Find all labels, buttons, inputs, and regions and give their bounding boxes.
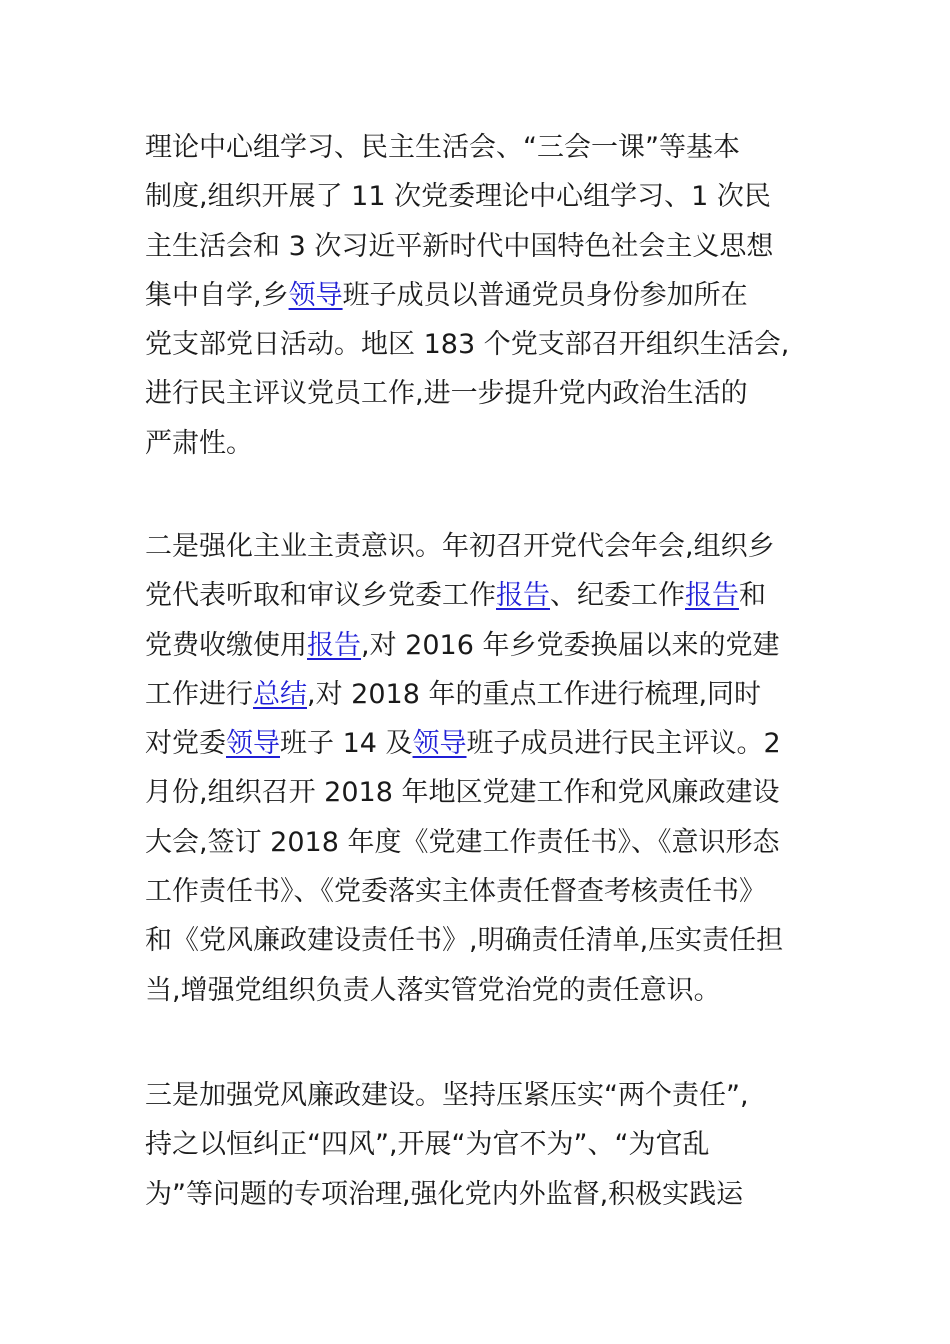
text-line	[145, 719, 815, 768]
text-line	[145, 621, 815, 670]
text-segment: 班子 14 及	[280, 728, 413, 760]
text-segment: 、纪委工作	[550, 580, 685, 612]
text-segment: 班子成员进行民主评议。2	[466, 728, 781, 760]
link-lingdao[interactable]: 领导	[288, 279, 343, 311]
link-zongjie[interactable]: 总结	[253, 678, 307, 710]
paragraph-3	[145, 1071, 815, 1219]
paragraph-2	[145, 522, 815, 1015]
text-line: 理论中心组学习、民主生活会、“三会一课”等基本	[145, 132, 740, 163]
text-line: 为”等问题的专项治理,强化党内外监督,积极实践运	[145, 1178, 744, 1210]
text-line: 月份,组织召开 2018 年地区党建工作和党风廉政建设	[145, 777, 780, 809]
text-line: 大会,签订 2018 年度《党建工作责任书》、《意识形态	[145, 826, 780, 858]
text-line: 二是强化主业主责意识。年初召开党代会年会,组织乡	[145, 531, 775, 562]
text-segment: ,对 2016 年乡党委换届以来的党建	[361, 629, 780, 661]
text-line: 三是加强党风廉政建设。坚持压紧压实“两个责任”,	[145, 1080, 749, 1111]
text-segment: 对党委	[145, 728, 226, 760]
text-line: 进行民主评议党员工作,进一步提升党内政治生活的	[145, 378, 748, 410]
paragraph-1	[145, 123, 815, 468]
text-line	[145, 670, 815, 719]
text-line: 严肃性。	[145, 427, 253, 459]
link-baogao[interactable]: 报告	[685, 580, 739, 612]
text-line: 主生活会和 3 次习近平新时代中国特色社会主义思想	[145, 230, 774, 262]
text-line: 和《党风廉政建设责任书》,明确责任清单,压实责任担	[145, 925, 784, 957]
text-line	[145, 271, 815, 320]
text-line: 制度,组织开展了 11 次党委理论中心组学习、1 次民	[145, 181, 771, 213]
text-segment: 和	[739, 580, 766, 612]
text-segment: 党费收缴使用	[145, 629, 307, 661]
link-lingdao[interactable]: 领导	[226, 728, 280, 760]
text-segment: 工作进行	[145, 678, 253, 710]
text-segment: 班子成员以普通党员身份参加所在	[342, 279, 748, 311]
text-line: 工作责任书》、《党委落实主体责任督查考核责任书》	[145, 876, 766, 908]
text-line: 当,增强党组织负责人落实管党治党的责任意识。	[145, 974, 721, 1006]
text-line: 党支部党日活动。地区 183 个党支部召开组织生活会,	[145, 329, 790, 361]
link-lingdao[interactable]: 领导	[412, 728, 467, 760]
text-segment: 党代表听取和审议乡党委工作	[145, 580, 496, 612]
text-line	[145, 571, 815, 620]
link-baogao[interactable]: 报告	[307, 629, 361, 661]
text-segment: ,对 2018 年的重点工作进行梳理,同时	[307, 678, 762, 710]
text-line: 持之以恒纠正“四风”,开展“为官不为”、“为官乱	[145, 1129, 710, 1161]
link-baogao[interactable]: 报告	[496, 580, 550, 612]
text-segment: 集中自学,乡	[145, 279, 289, 311]
